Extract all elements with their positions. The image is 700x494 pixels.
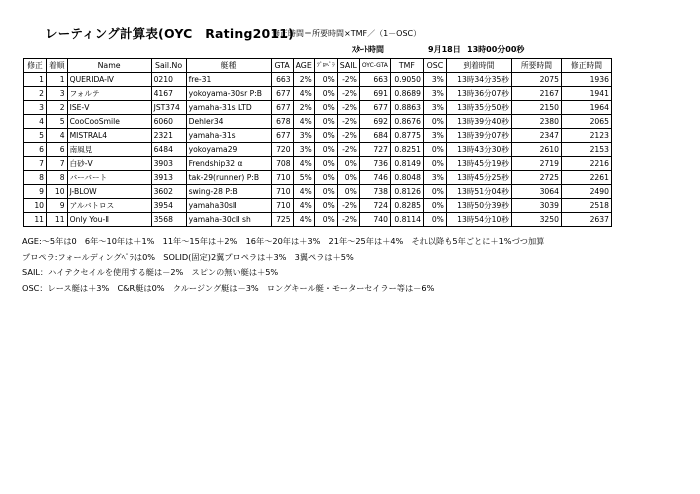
table-cell: 3% [423,101,446,115]
table-cell: 3064 [511,185,561,199]
table-cell: 2216 [561,157,611,171]
table-cell: -2% [337,199,359,213]
table-cell: -2% [337,213,359,227]
table-cell: 725 [271,213,293,227]
table-cell: 5 [47,115,68,129]
table-row [24,157,612,171]
table-cell: 2637 [561,213,611,227]
table-cell: yamaha-31s LTD [186,101,271,115]
table-cell: -2% [337,101,359,115]
table-cell: 13時35分50秒 [446,101,511,115]
table-cell: 10 [47,185,68,199]
table-cell: 2610 [511,143,561,157]
table-cell: 6484 [151,143,186,157]
table-cell: 6 [47,143,68,157]
table-cell: 1 [24,73,47,87]
table-cell: 2% [293,101,314,115]
table-cell: 0% [314,129,337,143]
table-cell: 3039 [511,199,561,213]
table-cell: 2150 [511,101,561,115]
table-cell: 0% [423,115,446,129]
table-cell: Only You-Ⅱ [67,213,151,227]
table-cell: 3568 [151,213,186,227]
table-cell: 1964 [561,101,611,115]
table-cell: 663 [271,73,293,87]
table-header-row [24,59,612,73]
table-cell: 0% [423,185,446,199]
table-cell: 5 [24,129,47,143]
table-cell: 2725 [511,171,561,185]
table-cell: J-BLOW [67,185,151,199]
table-cell: 5% [293,171,314,185]
table-cell: 13時39分07秒 [446,129,511,143]
col-header: SAIL [337,59,359,73]
table-cell: アルバトロス [67,199,151,213]
table-cell: 13時50分39秒 [446,199,511,213]
table-cell: 2490 [561,185,611,199]
start-time-value: 13時00分00秒 [467,45,525,54]
table-cell: 4167 [151,87,186,101]
start-time-label: ｽﾀｰﾄ時間 [352,45,384,54]
col-header: 艇種 [186,59,271,73]
col-header: 修正時間 [561,59,611,73]
table-cell: 4 [24,115,47,129]
col-header: 所要時間 [511,59,561,73]
table-cell: 3903 [151,157,186,171]
table-cell: Frendship32 α [186,157,271,171]
start-info [0,44,700,58]
table-cell: 0% [314,185,337,199]
table-cell: 4% [293,157,314,171]
table-cell: 2% [293,73,314,87]
table-cell: 663 [359,73,390,87]
table-cell: yokoyama-30sr P:B [186,87,271,101]
table-body [24,73,612,227]
table-cell: 0% [314,115,337,129]
note-sail: SAIL：ハイテクセイルを使用する艇は－2% スピンの無い艇は＋5% [22,267,279,278]
table-cell: 4% [293,87,314,101]
table-cell: 3% [293,129,314,143]
col-header: OSC [423,59,446,73]
table-cell: 736 [359,157,390,171]
table-cell: 0.8126 [390,185,423,199]
table-cell: tak-29(runner) P:B [186,171,271,185]
table-cell: -2% [337,143,359,157]
table-cell: 2719 [511,157,561,171]
table-cell: 6 [24,143,47,157]
table-cell: 2153 [561,143,611,157]
table-cell: 724 [359,199,390,213]
col-header: AGE [293,59,314,73]
table-cell: 6060 [151,115,186,129]
table-cell: 0% [337,171,359,185]
table-cell: 0% [423,199,446,213]
table-cell: 2167 [511,87,561,101]
table-cell: -2% [337,73,359,87]
table-cell: 13時45分19秒 [446,157,511,171]
note-age: AGE:～5年は0 6年～10年は＋1% 11年～15年は＋2% 16年～20年は＋3% 21年～25年は＋4% それ以降も5年ごとに＋1%づつ加算 [22,236,545,246]
table-cell: 2261 [561,171,611,185]
col-header: Name [67,59,151,73]
table-cell: 0.8689 [390,87,423,101]
table-cell: MISTRAL4 [67,129,151,143]
table-cell: 2065 [561,115,611,129]
table-cell: 11 [47,213,68,227]
page-title: レーティング計算表(OYC Rating2011) [45,26,295,41]
table-cell: 710 [271,171,293,185]
col-header: GTA [271,59,293,73]
col-header: Sail.No [151,59,186,73]
table-cell: 0% [314,101,337,115]
table-row [24,73,612,87]
table-cell: 8 [47,171,68,185]
table-cell: 3% [423,87,446,101]
table-cell: 11 [24,213,47,227]
table-cell: 677 [271,101,293,115]
table-cell: JST374 [151,101,186,115]
table-cell: 2518 [561,199,611,213]
table-cell: 0% [423,157,446,171]
table-cell: 710 [271,199,293,213]
table-row [24,143,612,157]
table-cell: 1936 [561,73,611,87]
table-cell: 0.8114 [390,213,423,227]
table-cell: 4% [293,213,314,227]
table-cell: 3954 [151,199,186,213]
table-cell: 2 [47,101,68,115]
table-row [24,185,612,199]
table-cell: 13時45分25秒 [446,171,511,185]
table-cell: 710 [271,185,293,199]
table-cell: 0% [314,87,337,101]
table-cell: -2% [337,115,359,129]
table-cell: fre-31 [186,73,271,87]
table-row [24,199,612,213]
table-cell: 9 [47,199,68,213]
table-cell: バーバート [67,171,151,185]
table-cell: 684 [359,129,390,143]
table-cell: yamaha-31s [186,129,271,143]
table-cell: 738 [359,185,390,199]
table-cell: 746 [359,171,390,185]
table-cell: 0.8775 [390,129,423,143]
table-cell: -2% [337,87,359,101]
table-cell: 3913 [151,171,186,185]
table-cell: 13時43分30秒 [446,143,511,157]
note-propeller: プロペラ:フォールディングﾍﾟﾗは0% SOLID(固定)2翼プロペラは＋3% 3翼ペラは＋5% [22,251,354,262]
table-cell: 677 [271,87,293,101]
table-cell: 白砂-Ⅴ [67,157,151,171]
table-cell: 1941 [561,87,611,101]
rating-table [23,58,612,227]
table-cell: 10 [24,199,47,213]
table-cell: 7 [47,157,68,171]
table-cell: 2 [24,87,47,101]
table-cell: 3602 [151,185,186,199]
col-header: 到着時間 [446,59,511,73]
start-date: 9月18日 [428,45,461,54]
table-cell: ISE-Ⅴ [67,101,151,115]
table-cell: 0.8285 [390,199,423,213]
table-cell: 2075 [511,73,561,87]
table-cell: 7 [24,157,47,171]
table-cell: yamaha30sⅡ [186,199,271,213]
table-cell: CooCooSmile [67,115,151,129]
col-header: 着順 [47,59,68,73]
table-cell: 1 [47,73,68,87]
col-header: ﾌﾟﾛﾍﾟﾗ [314,59,337,73]
table-cell: 677 [271,129,293,143]
col-header: 修正 [24,59,47,73]
table-cell: 0% [314,171,337,185]
table-row [24,87,612,101]
table-row [24,129,612,143]
table-cell: swing-28 P:B [186,185,271,199]
table-cell: 677 [359,101,390,115]
table-cell: 2380 [511,115,561,129]
table-row [24,213,612,227]
col-header: OYC-GTA [359,59,390,73]
table-cell: 3 [47,87,68,101]
table-cell: 720 [271,143,293,157]
table-cell: 740 [359,213,390,227]
table-row [24,171,612,185]
table-cell: 3250 [511,213,561,227]
table-cell: 692 [359,115,390,129]
table-cell: 4% [293,185,314,199]
col-header: TMF [390,59,423,73]
table-cell: 8 [24,171,47,185]
table-row [24,101,612,115]
table-cell: yamaha-30cⅡ sh [186,213,271,227]
table-cell: 13時36分07秒 [446,87,511,101]
table-cell: 0% [337,157,359,171]
table-cell: 13時51分04秒 [446,185,511,199]
table-cell: 727 [359,143,390,157]
table-cell: QUERIDA-Ⅳ [67,73,151,87]
table-cell: -2% [337,129,359,143]
table-cell: 0% [314,199,337,213]
note-osc: OSC：レース艇は＋3% C&R艇は0% クルージング艇は－3% ロングキール艇・モーターセイラー等は－6% [22,282,435,293]
table-cell: 3% [423,171,446,185]
table-cell: yokoyama29 [186,143,271,157]
table-cell: 3% [423,129,446,143]
table-cell: 0% [314,213,337,227]
table-row [24,115,612,129]
table-cell: 678 [271,115,293,129]
table-cell: 0% [314,73,337,87]
table-cell: 4% [293,115,314,129]
table-cell: 南風見 [67,143,151,157]
table-cell: 0% [314,157,337,171]
table-cell: フォルテ [67,87,151,101]
notes [22,234,544,296]
table-cell: 3% [293,143,314,157]
table-cell: 4 [47,129,68,143]
table-cell: 2321 [151,129,186,143]
table-cell: 2347 [511,129,561,143]
table-cell: 0% [423,213,446,227]
table-cell: 13時54分10秒 [446,213,511,227]
table-cell: 0.8048 [390,171,423,185]
table-cell: 691 [359,87,390,101]
table-cell: 0.9050 [390,73,423,87]
table-cell: 0210 [151,73,186,87]
table-cell: 0.8251 [390,143,423,157]
table-cell: 0.8676 [390,115,423,129]
table-cell: 3 [24,101,47,115]
table-cell: 0.8149 [390,157,423,171]
table-cell: 13時39分40秒 [446,115,511,129]
table-cell: 9 [24,185,47,199]
table-cell: Dehler34 [186,115,271,129]
table-cell: 0% [337,185,359,199]
table-cell: 13時34分35秒 [446,73,511,87]
table-cell: 2123 [561,129,611,143]
table-cell: 4% [293,199,314,213]
table-cell: 708 [271,157,293,171]
table-cell: 0.8863 [390,101,423,115]
formula-text: 修正時間＝所要時間×TMF／（1－OSC） [272,29,422,38]
table-cell: 0% [423,143,446,157]
table-cell: 3% [423,73,446,87]
table-cell: 0% [314,143,337,157]
